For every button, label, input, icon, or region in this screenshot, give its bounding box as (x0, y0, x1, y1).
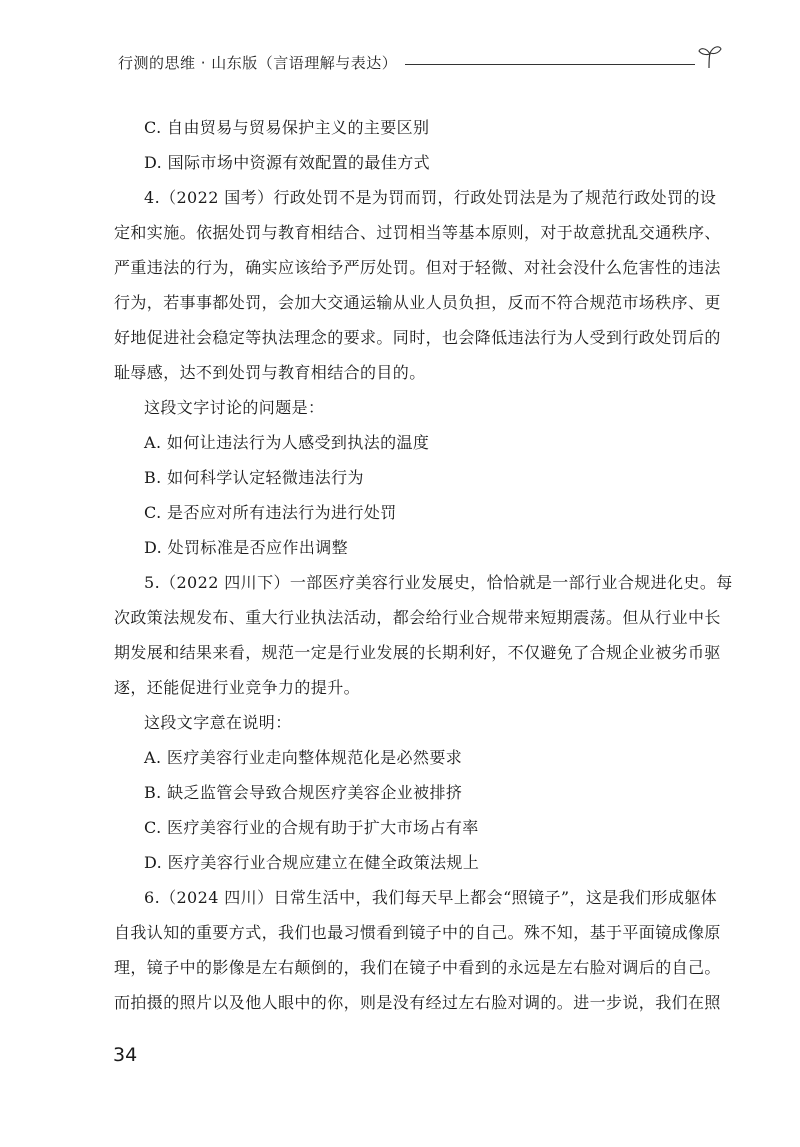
page-body (114, 110, 733, 1020)
question-5-line: 逐，还能促进行业竞争力的提升。 (114, 678, 361, 697)
question-4-line: 4.（2022 国考）行政处罚不是为罚而罚，行政处罚法是为了规范行政处罚的设 (144, 188, 717, 207)
question-4-line: 行为，若事事都处罚，会加大交通运输从业人员负担，反而不符合规范市场秩序、更 (114, 293, 721, 312)
question-5-prompt: 这段文字意在说明： (144, 713, 292, 732)
question-6-line: 6.（2024 四川）日常生活中，我们每天早上都会“照镜子”，这是我们形成躯体 (144, 888, 718, 907)
header-title: 行测的思维 · 山东版（言语理解与表达） (118, 53, 398, 72)
option-c-q4: C. 是否应对所有违法行为进行处罚 (144, 503, 397, 522)
question-4-line: 好地促进社会稳定等执法理念的要求。同时，也会降低违法行为人受到行政处罚后的 (114, 328, 721, 347)
question-5-line: 5.（2022 四川下）一部医疗美容行业发展史，恰恰就是一部行业合规进化史。每 (144, 573, 733, 592)
running-header (118, 50, 723, 74)
question-4-line: 定和实施。依据处罚与教育相结合、过罚相当等基本原则，对于故意扰乱交通秩序、 (114, 223, 721, 242)
question-5-line: 期发展和结果来看，规范一定是行业发展的长期利好，不仅避免了合规企业被劣币驱 (114, 643, 721, 662)
option-d-q3: D. 国际市场中资源有效配置的最佳方式 (144, 153, 431, 172)
option-d-q4: D. 处罚标准是否应作出调整 (144, 538, 349, 557)
question-4-line: 耻辱感，达不到处罚与教育相结合的目的。 (114, 363, 426, 382)
option-a-q5: A. 医疗美容行业走向整体规范化是必然要求 (144, 748, 463, 767)
question-4-line: 严重违法的行为，确实应该给予严厉处罚。但对于轻微、对社会没什么危害性的违法 (114, 258, 721, 277)
option-b-q5: B. 缺乏监管会导致合规医疗美容企业被排挤 (144, 783, 463, 802)
question-6-line: 而拍摄的照片以及他人眼中的你，则是没有经过左右脸对调的。进一步说，我们在照 (114, 993, 721, 1012)
question-5-line: 次政策法规发布、重大行业执法活动，都会给行业合规带来短期震荡。但从行业中长 (114, 608, 721, 627)
option-b-q4: B. 如何科学认定轻微违法行为 (144, 468, 364, 487)
question-4-prompt: 这段文字讨论的问题是： (144, 398, 325, 417)
header-rule (405, 64, 695, 65)
question-6-line: 理，镜子中的影像是左右颠倒的，我们在镜子中看到的永远是左右脸对调后的自己。 (114, 958, 721, 977)
option-d-q5: D. 医疗美容行业合规应建立在健全政策法规上 (144, 853, 480, 872)
option-c-q5: C. 医疗美容行业的合规有助于扩大市场占有率 (144, 818, 479, 837)
sprout-icon (697, 43, 723, 69)
option-a-q4: A. 如何让违法行为人感受到执法的温度 (144, 433, 430, 452)
option-c-q3: C. 自由贸易与贸易保护主义的主要区别 (144, 118, 430, 137)
question-6-line: 自我认知的重要方式，我们也最习惯看到镜子中的自己。殊不知，基于平面镜成像原 (114, 923, 721, 942)
page-number: 34 (113, 1044, 138, 1066)
